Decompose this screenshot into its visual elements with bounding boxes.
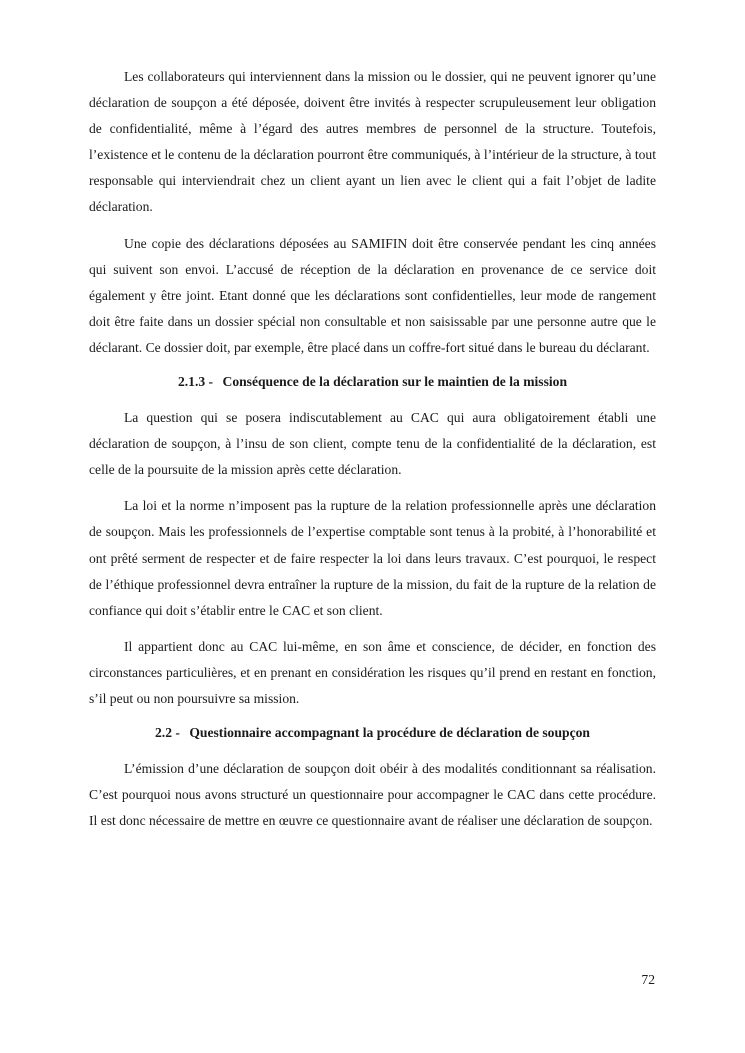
section-number: 2.2 -: [155, 725, 180, 741]
page-number: 72: [641, 972, 655, 987]
paragraph-mission-question: La question qui se posera indiscutablement au CAC qui aura obligatoirement établi une déclaration de soupçon, à l’insu de son client, compte tenu de la confidentialité de la déclaration, est celle de la poursuite de la mission après cette déclaration.: [89, 410, 656, 478]
section-title: Conséquence de la déclaration sur le maintien de la mission: [222, 374, 568, 390]
paragraph-law-and-norm: La loi et la norme n’imposent pas la rupture de la relation professionnelle après une déclaration de soupçon. Mais les professionnels de l’expertise comptable sont tenus à la probité, à l’honorabilité et ont prêté serment de respecter et de faire respecter la loi dans leurs travaux. C’est pourquoi, le respect de l’éthique professionnel devra entraîner la rupture de la mission, du fait de la rupture de la relation de confiance qui doit s’établir entre le CAC et son client.: [89, 498, 656, 618]
paragraph-questionnaire: L’émission d’une déclaration de soupçon doit obéir à des modalités conditionnant sa réalisation. C’est pourquoi nous avons structuré un questionnaire pour accompagner le CAC dans cette procédure. Il est donc nécessaire de mettre en œuvre ce questionnaire avant de réaliser une déclaration de soupçon.: [89, 761, 656, 829]
section-heading-2-2: [89, 722, 656, 744]
paragraph-copy-retention: Une copie des déclarations déposées au SAMIFIN doit être conservée pendant les cinq années qui suivent son envoi. L’accusé de réception de la déclaration en provenance de ce service doit également y être joint. Etant donné que les déclarations sont confidentielles, leur mode de rangement doit être faite dans un dossier spécial non consultable et non saisissable par une personne autre que le déclarant. Ce dossier doit, par exemple, être placé dans un coffre-fort situé dans le bureau du déclarant.: [89, 235, 656, 355]
document-page: [89, 64, 656, 844]
section-number: 2.1.3 -: [177, 374, 214, 390]
paragraph-confidentiality: Les collaborateurs qui interviennent dans la mission ou le dossier, qui ne peuvent ignorer qu’une déclaration de soupçon a été déposée, doivent être invités à respecter scrupuleusement leur obligation de confidentialité, même à l’égard des autres membres de personnel de la structure. Toutefois, l’existence et le contenu de la déclaration pourront être communiqués, à l’intérieur de la structure, à tout responsable qui interviendrait chez un client ayant un lien avec le client qui a fait l’objet de ladite déclaration.: [89, 69, 656, 215]
paragraph-cac-decision: Il appartient donc au CAC lui-même, en son âme et conscience, de décider, en fonction des circonstances particulières, et en prenant en considération les risques qu’il prend en restant en fonction, s’il peut ou non poursuivre sa mission.: [89, 638, 656, 706]
section-title: Questionnaire accompagnant la procédure de déclaration de soupçon: [189, 725, 590, 741]
section-heading-2-1-3: [89, 371, 656, 393]
